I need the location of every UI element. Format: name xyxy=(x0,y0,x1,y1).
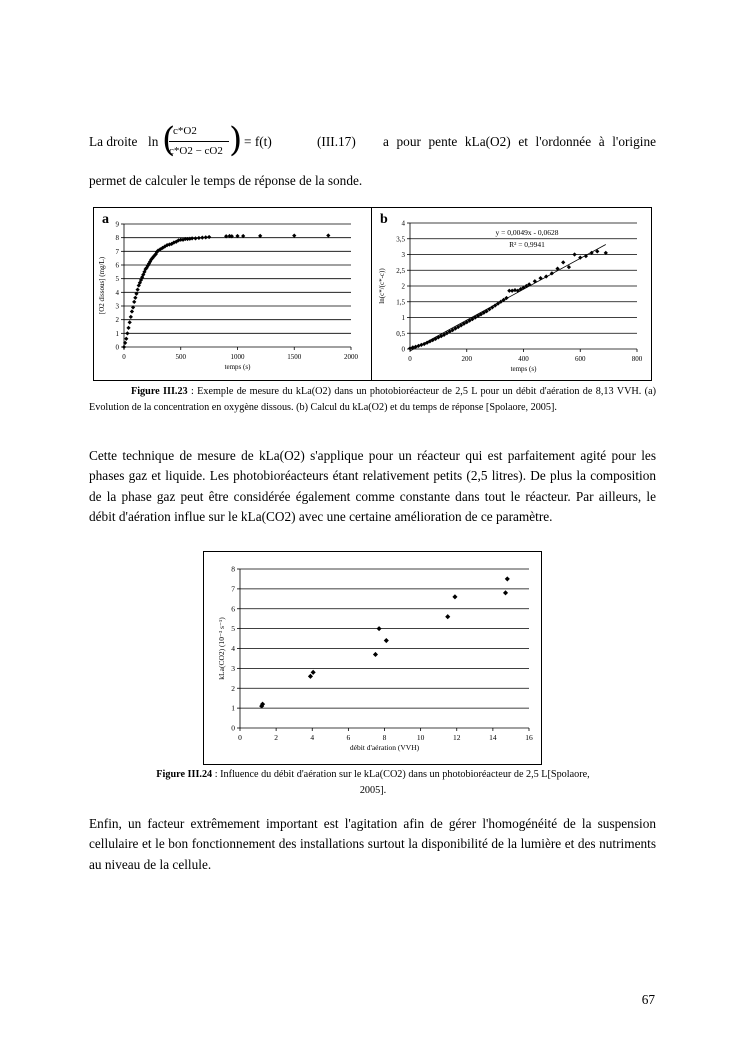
data-point xyxy=(561,260,565,264)
y-tick-label: 1 xyxy=(401,314,405,322)
y-tick-label: 0 xyxy=(115,343,119,352)
x-tick-label: 2 xyxy=(274,733,278,742)
x-tick-label: 4 xyxy=(310,733,315,742)
y-tick-label: 0 xyxy=(401,345,405,354)
data-point xyxy=(311,670,316,675)
figure-23-caption xyxy=(89,384,656,415)
y-tick-label: 2 xyxy=(115,316,119,325)
data-point xyxy=(193,236,197,240)
paragraph-2: Cette technique de mesure de kLa(O2) s'applique pour un réacteur qui est parfaitement agité pour les phases gaz et liquide. Les photobioréacteurs étant relativement petits (2,5 litres). De plus la composition de la phase gaz peut être considérée également comme constante dans tout le réacteur. Par ailleurs, le débit d'aération influe sur le kLa(CO2) avec une certaine amélioration de ce paramètre. xyxy=(89,448,656,525)
y-tick-label: 2,5 xyxy=(396,266,405,275)
data-point xyxy=(377,626,382,631)
y-tick-label: 2 xyxy=(231,683,235,693)
y-tick-label: 5 xyxy=(231,624,235,634)
figure-24-caption xyxy=(150,767,596,798)
y-tick-label: 1,5 xyxy=(396,298,405,307)
equation-prefix: La droite xyxy=(89,134,138,149)
x-tick-label: 500 xyxy=(175,353,186,361)
data-point xyxy=(572,252,576,256)
data-point xyxy=(503,590,508,595)
data-point xyxy=(308,674,313,679)
data-point xyxy=(200,236,204,240)
equation-rhs: = f(t) xyxy=(244,134,272,149)
y-tick-label: 4 xyxy=(231,644,235,653)
y-axis-label: [O2 dissous] (mg/L) xyxy=(98,256,106,315)
x-tick-label: 2000 xyxy=(344,353,358,361)
data-point xyxy=(204,235,208,239)
x-tick-label: 1000 xyxy=(230,353,245,361)
data-point xyxy=(135,287,139,291)
fraction-denominator: c*O2 − cO2 xyxy=(169,145,223,157)
equation-ln: ln xyxy=(148,134,159,149)
y-tick-label: 7 xyxy=(115,247,119,256)
x-tick-label: 200 xyxy=(461,355,472,363)
data-point xyxy=(129,315,133,319)
figure-23-caption-text: : Exemple de mesure du kLa(O2) dans un photobioréacteur de 2,5 L pour un débit d'aération de 8,13 VVH. (a) Evolution de la concentration en oxygène dissous. (b) Calcul du kLa(O2) et du temps de réponse [Spolaore, 2005]. xyxy=(89,386,656,413)
page-number: 67 xyxy=(641,992,655,1007)
y-tick-label: 3 xyxy=(115,302,119,311)
x-tick-label: 14 xyxy=(489,733,497,742)
y-tick-label: 0 xyxy=(231,723,235,733)
paragraph-1: permet de calculer le temps de réponse de la sonde. xyxy=(89,173,363,188)
fraction-bar xyxy=(169,141,229,142)
x-tick-label: 10 xyxy=(416,733,425,742)
figure-23b-frame xyxy=(371,207,652,381)
x-tick-label: 600 xyxy=(575,355,586,363)
x-axis-label: temps (s) xyxy=(510,365,537,373)
x-tick-label: 6 xyxy=(346,733,351,742)
y-tick-label: 4 xyxy=(115,288,119,297)
y-tick-label: 8 xyxy=(231,564,235,574)
y-tick-label: 3 xyxy=(401,251,405,259)
data-point xyxy=(132,300,136,304)
figure-23a-frame xyxy=(93,207,374,381)
data-point xyxy=(128,320,132,324)
data-point xyxy=(445,614,450,619)
y-tick-label: 7 xyxy=(231,584,235,594)
y-tick-label: 1 xyxy=(115,329,119,338)
data-point xyxy=(505,576,510,581)
x-tick-label: 0 xyxy=(238,733,242,742)
data-point xyxy=(197,236,201,240)
data-point xyxy=(126,326,130,330)
y-axis-label: ln(c*/(c*-c)) xyxy=(378,268,386,304)
data-point xyxy=(130,309,134,313)
y-tick-label: 3,5 xyxy=(396,235,405,244)
x-tick-label: 16 xyxy=(525,733,533,742)
fraction-numerator: c*O2 xyxy=(173,125,197,137)
x-tick-label: 0 xyxy=(408,355,412,363)
trendline-equation: y = 0,0049x - 0,0628 xyxy=(495,228,559,237)
figure-24-frame xyxy=(203,551,542,765)
equation-ref: (III.17) xyxy=(317,134,356,149)
figure-23b-chart xyxy=(372,208,651,380)
equation-continuation: a pour pente kLa(O2) et l'ordonnée à l'origine xyxy=(383,134,656,149)
data-point xyxy=(384,638,389,643)
y-tick-label: 4 xyxy=(401,219,405,228)
y-tick-label: 3 xyxy=(231,663,235,673)
equation-line xyxy=(89,117,656,165)
data-point xyxy=(207,235,211,239)
data-point xyxy=(452,594,457,599)
y-axis-label: kLa(CO2) (10⁻³ s⁻¹) xyxy=(217,617,226,680)
x-tick-label: 800 xyxy=(631,355,643,363)
data-point xyxy=(125,331,129,335)
data-point xyxy=(533,279,537,283)
y-tick-label: 6 xyxy=(231,604,235,614)
y-tick-label: 2 xyxy=(401,282,405,291)
figure-24-caption-text: : Influence du débit d'aération sur le kLa(CO2) dans un photobioréacteur de 2,5 L[Spolaore, 2005]. xyxy=(212,769,590,796)
y-tick-label: 9 xyxy=(115,220,119,229)
r-squared: R² = 0,9941 xyxy=(509,240,545,249)
data-point xyxy=(122,345,126,349)
figure-23-caption-label: Figure III.23 xyxy=(131,386,188,397)
figure-23a-chart xyxy=(94,208,373,380)
figure-24-caption-label: Figure III.24 xyxy=(156,769,213,780)
x-axis-label: temps (s) xyxy=(224,363,251,371)
y-tick-label: 8 xyxy=(115,234,119,243)
y-tick-label: 5 xyxy=(115,275,119,284)
x-tick-label: 400 xyxy=(518,355,529,363)
panel-label: b xyxy=(380,212,388,227)
y-tick-label: 0,5 xyxy=(396,329,405,338)
data-point xyxy=(326,233,330,237)
data-point xyxy=(124,337,128,341)
y-tick-label: 1 xyxy=(231,703,235,713)
panel-label: a xyxy=(102,212,109,227)
data-point xyxy=(292,233,296,237)
data-point xyxy=(373,652,378,657)
data-point xyxy=(133,296,137,300)
x-tick-label: 12 xyxy=(453,733,461,742)
x-axis-label: débit d'aération (VVH) xyxy=(349,743,420,752)
figure-24-chart xyxy=(204,552,541,764)
right-paren: ) xyxy=(229,120,243,160)
y-tick-label: 6 xyxy=(115,261,119,270)
x-tick-label: 8 xyxy=(382,733,387,742)
left-paren: ( xyxy=(162,120,176,160)
paragraph-3: Enfin, un facteur extrêmement important est l'agitation afin de gérer l'homogénéité de la suspension cellulaire et le bon fonctionnement des installations surtout la disponibilité de la lumière et des nutriments au niveau de la cellule. xyxy=(89,816,656,872)
x-tick-label: 1500 xyxy=(287,353,302,361)
x-tick-label: 0 xyxy=(122,353,126,361)
